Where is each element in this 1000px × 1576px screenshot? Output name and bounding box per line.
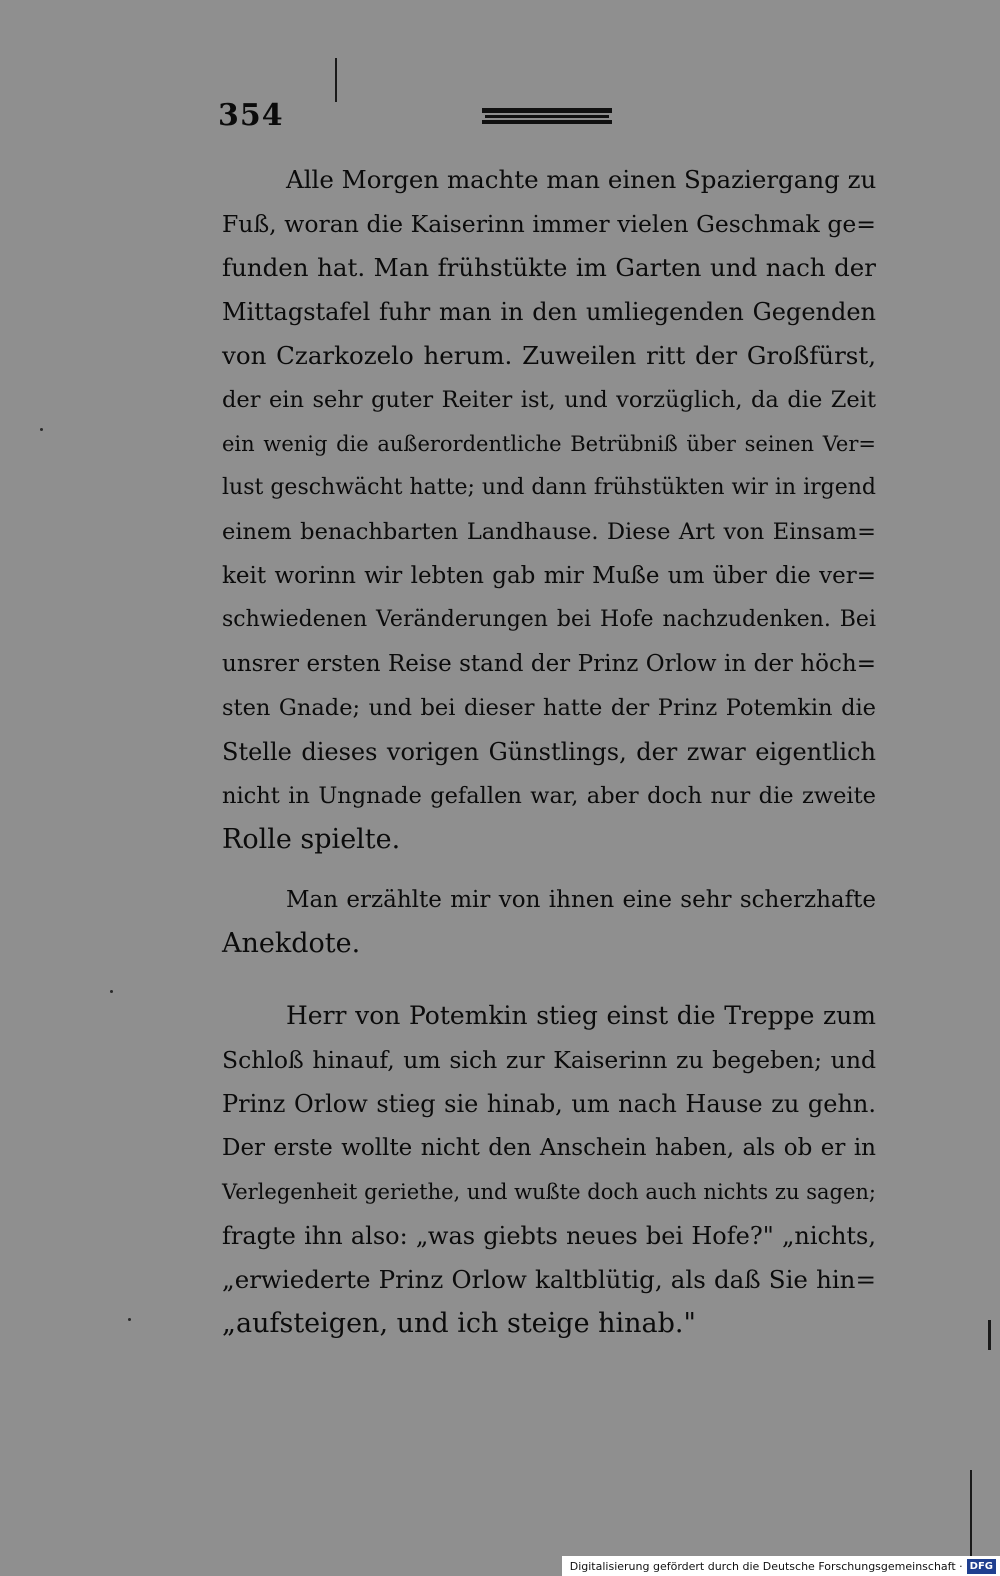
footer-text: Digitalisierung gefördert durch die Deutsche Forschungsgemeinschaft · bbox=[569, 1559, 963, 1573]
text-line: von Czarkozelo herum. Zuweilen ritt der Großfürst, bbox=[222, 341, 876, 370]
text-line: „aufsteigen, und ich steige hinab." bbox=[222, 1308, 696, 1339]
text-line: fragte ihn also: „was giebts neues bei Hofe?" „nichts, bbox=[222, 1222, 876, 1250]
dfg-logo: DFG bbox=[967, 1559, 996, 1574]
text-line: Fuß, woran die Kaiserinn immer vielen Geschmak ge= bbox=[222, 210, 876, 238]
text-line: keit worinn wir lebten gab mir Muße um über die ver= bbox=[222, 563, 876, 589]
edge-mark bbox=[988, 1320, 991, 1350]
scan-speck bbox=[128, 1318, 131, 1321]
text-line: sten Gnade; und bei dieser hatte der Prinz Potemkin die bbox=[222, 695, 876, 721]
text-line: Mittagstafel fuhr man in den umliegenden Gegenden bbox=[222, 298, 876, 326]
text-line: funden hat. Man frühstükte im Garten und nach der bbox=[222, 253, 876, 282]
page-number: 354 bbox=[218, 98, 284, 133]
text-line: „erwiederte Prinz Orlow kaltblütig, als daß Sie hin= bbox=[222, 1265, 876, 1294]
text-line: Prinz Orlow stieg sie hinab, um nach Hause zu gehn. bbox=[222, 1090, 876, 1118]
text-line: Der erste wollte nicht den Anschein haben, als ob er in bbox=[222, 1135, 876, 1161]
digitization-footer bbox=[562, 1556, 1000, 1576]
text-line: Stelle dieses vorigen Günstlings, der zwar eigentlich bbox=[222, 738, 876, 766]
scan-speck bbox=[110, 990, 113, 993]
text-line: Anekdote. bbox=[222, 928, 361, 959]
gutter-line bbox=[335, 58, 337, 102]
text-line: Rolle spielte. bbox=[222, 824, 401, 855]
text-line: der ein sehr guter Reiter ist, und vorzüglich, da die Zeit bbox=[222, 387, 876, 413]
edge-mark bbox=[970, 1470, 972, 1560]
text-line: Herr von Potemkin stieg einst die Treppe zum bbox=[286, 1001, 876, 1030]
paragraph-2 bbox=[222, 878, 876, 966]
text-line: nicht in Ungnade gefallen war, aber doch nur die zweite bbox=[222, 783, 876, 809]
paragraph-3 bbox=[222, 994, 876, 1346]
scan-speck bbox=[40, 428, 43, 431]
header-ornament-rule bbox=[482, 108, 612, 124]
text-line: Schloß hinauf, um sich zur Kaiserinn zu begeben; und bbox=[222, 1046, 876, 1074]
text-line: schwiedenen Veränderungen bei Hofe nachzudenken. Bei bbox=[222, 607, 876, 632]
text-line: lust geschwächt hatte; und dann frühstükten wir in irgend bbox=[222, 475, 876, 500]
text-line: unsrer ersten Reise stand der Prinz Orlow in der höch= bbox=[222, 651, 876, 677]
text-line: Verlegenheit geriethe, und wußte doch auch nichts zu sagen; bbox=[222, 1180, 876, 1204]
text-line: Man erzählte mir von ihnen eine sehr scherzhafte bbox=[286, 887, 876, 913]
text-line: Alle Morgen machte man einen Spaziergang zu bbox=[286, 165, 877, 194]
paragraph-1 bbox=[222, 158, 876, 862]
text-line: ein wenig die außerordentliche Betrübniß über seinen Ver= bbox=[222, 432, 876, 456]
text-line: einem benachbarten Landhause. Diese Art von Einsam= bbox=[222, 519, 876, 545]
